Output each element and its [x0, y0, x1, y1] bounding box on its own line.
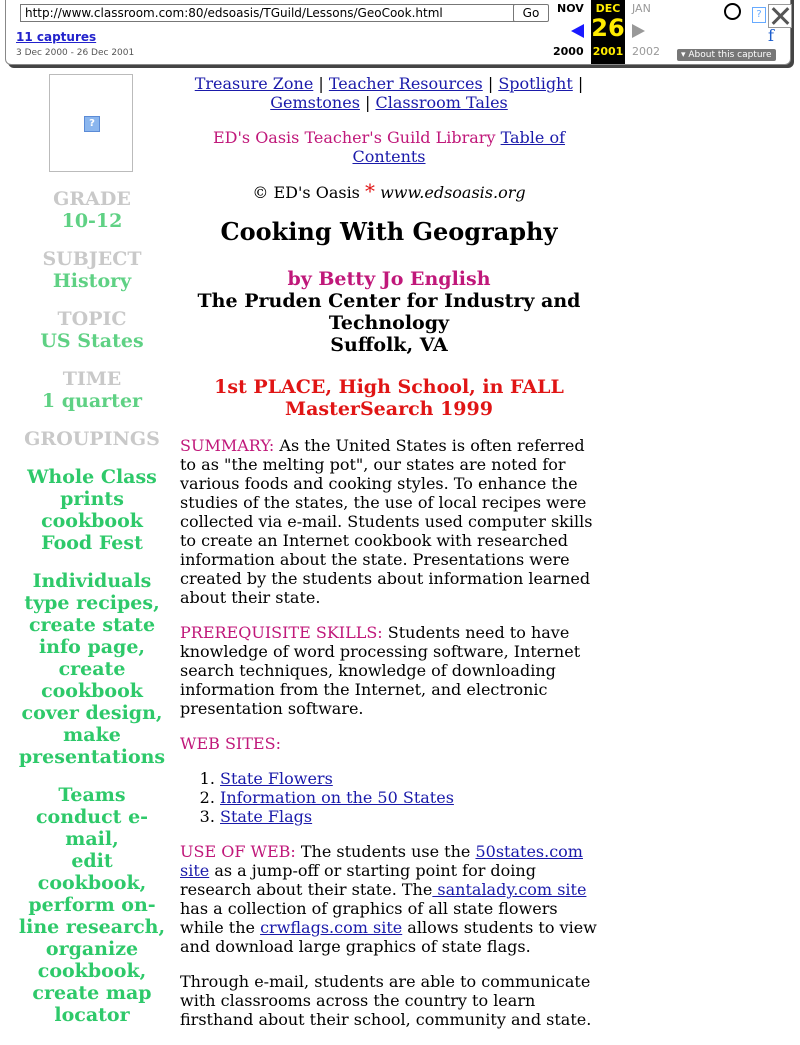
next-year: 2002: [632, 45, 660, 58]
prereq-section: [180, 623, 598, 718]
groupings-label: GROUPINGS: [24, 428, 160, 450]
grouping-teams: Teams conduct e- mail, edit cookbook, perform on- line research, organize cookbook, create map locator: [18, 784, 166, 1026]
current-day: 26: [591, 14, 625, 42]
facebook-icon[interactable]: f: [768, 26, 774, 45]
help-icon[interactable]: ?: [752, 7, 766, 23]
star-icon: *: [364, 179, 375, 203]
school-name: The Pruden Center for Industry and Technology: [197, 290, 581, 334]
wayback-toolbar: [5, 0, 791, 65]
websites-list: [180, 769, 598, 826]
current-month: DEC: [595, 2, 621, 15]
page-title: Cooking With Geography: [220, 217, 558, 246]
table-of-contents-link[interactable]: Table of Contents: [352, 128, 566, 166]
use-of-web-section: USE OF WEB: The students use the 50states.com site as a jump-off or starting point for doing research about their state. The santalady.com site has a collection of graphics of all state flowers while the crwflags.com site allows students to view and download large graphics of state flags.: [180, 842, 597, 956]
prereq-text: Students need to have knowledge of word processing software, Internet search techniques, knowledge of downloading information from the Internet, and electronic presentation software.: [180, 623, 581, 718]
state-flags-link[interactable]: State Flags: [220, 807, 313, 826]
missing-image-icon: ?: [84, 116, 100, 132]
prereq-label: PREREQUISITE SKILLS:: [180, 623, 383, 642]
copyright-line: © ED's Oasis * www.edsoasis.org: [252, 179, 526, 203]
grade-label: GRADE: [53, 188, 131, 210]
nav-classroom-tales[interactable]: Classroom Tales: [375, 93, 508, 112]
broken-image: [49, 74, 133, 172]
nav-gemstones[interactable]: Gemstones: [270, 93, 360, 112]
current-year: 2001: [592, 45, 624, 58]
fifty-states-info-link[interactable]: Information on the 50 States: [220, 788, 454, 807]
next-month: JAN: [632, 2, 651, 15]
prev-capture-arrow-icon[interactable]: [571, 24, 584, 38]
nav-teacher-resources[interactable]: Teacher Resources: [328, 74, 483, 93]
next-capture-arrow-icon: [632, 24, 645, 38]
summary-label: SUMMARY:: [180, 436, 275, 455]
prev-month[interactable]: NOV: [557, 2, 584, 15]
50states-link[interactable]: 50states.com site: [180, 842, 583, 880]
use-of-web-label: USE OF WEB:: [180, 842, 296, 861]
list-item: [220, 807, 598, 826]
top-nav: Treasure Zone | Teacher Resources | Spotlight | Gemstones | Classroom Tales: [194, 74, 584, 112]
about-capture-button[interactable]: ▾ About this capture: [677, 49, 776, 61]
list-item: [220, 788, 598, 807]
library-text: ED's Oasis Teacher's Guild Library: [212, 128, 501, 147]
close-icon[interactable]: [768, 4, 792, 28]
site-name: www.edsoasis.org: [380, 183, 526, 202]
lesson-content: [180, 74, 598, 1045]
state-flowers-link[interactable]: State Flowers: [220, 769, 333, 788]
circle-icon[interactable]: [724, 3, 741, 20]
grouping-whole-class: Whole Class prints cookbook Food Fest: [27, 466, 157, 554]
websites-label: WEB SITES:: [180, 734, 281, 753]
grade-value: 10-12: [61, 210, 123, 232]
santalady-link[interactable]: santalady.com site: [432, 880, 587, 899]
list-item: [220, 769, 598, 788]
lesson-sidebar: [12, 74, 172, 1026]
subject-label: SUBJECT: [42, 248, 142, 270]
subject-value: History: [52, 270, 132, 292]
time-value: 1 quarter: [41, 390, 143, 412]
url-input[interactable]: http://www.classroom.com:80/edsoasis/TGuild/Lessons/GeoCook.html: [20, 4, 518, 22]
author-block: [180, 268, 598, 356]
author-name: by Betty Jo English: [287, 268, 491, 290]
topic-label: TOPIC: [57, 308, 127, 330]
library-line: [180, 128, 598, 166]
email-paragraph: Through e-mail, students are able to communicate with classrooms across the country to learn firsthand about their school, community and state.: [180, 972, 592, 1029]
topic-value: US States: [40, 330, 144, 352]
school-location: Suffolk, VA: [330, 334, 448, 356]
nav-treasure-zone[interactable]: Treasure Zone: [194, 74, 314, 93]
crwflags-link[interactable]: crwflags.com site: [260, 918, 403, 937]
captures-link[interactable]: 11 captures: [16, 30, 97, 44]
grouping-individuals: Individuals type recipes, create state info page, create cookbook cover design, make presentations: [18, 570, 166, 768]
capture-date-range: 3 Dec 2000 - 26 Dec 2001: [16, 48, 135, 58]
prev-year[interactable]: 2000: [553, 45, 584, 58]
summary-section: [180, 436, 598, 607]
nav-spotlight[interactable]: Spotlight: [498, 74, 573, 93]
award-text: 1st PLACE, High School, in FALL MasterSearch 1999: [214, 376, 564, 420]
go-button[interactable]: Go: [513, 4, 549, 22]
time-label: TIME: [62, 368, 122, 390]
summary-text: As the United States is often referred to as "the melting pot", our states are noted for various foods and cooking styles. To enhance the studies of the states, the use of local recipes were collected via e-mail. Students used computer skills to create an Internet cookbook with researched information about the state. Presentations were created by the students about information learned about their state.: [180, 436, 593, 607]
